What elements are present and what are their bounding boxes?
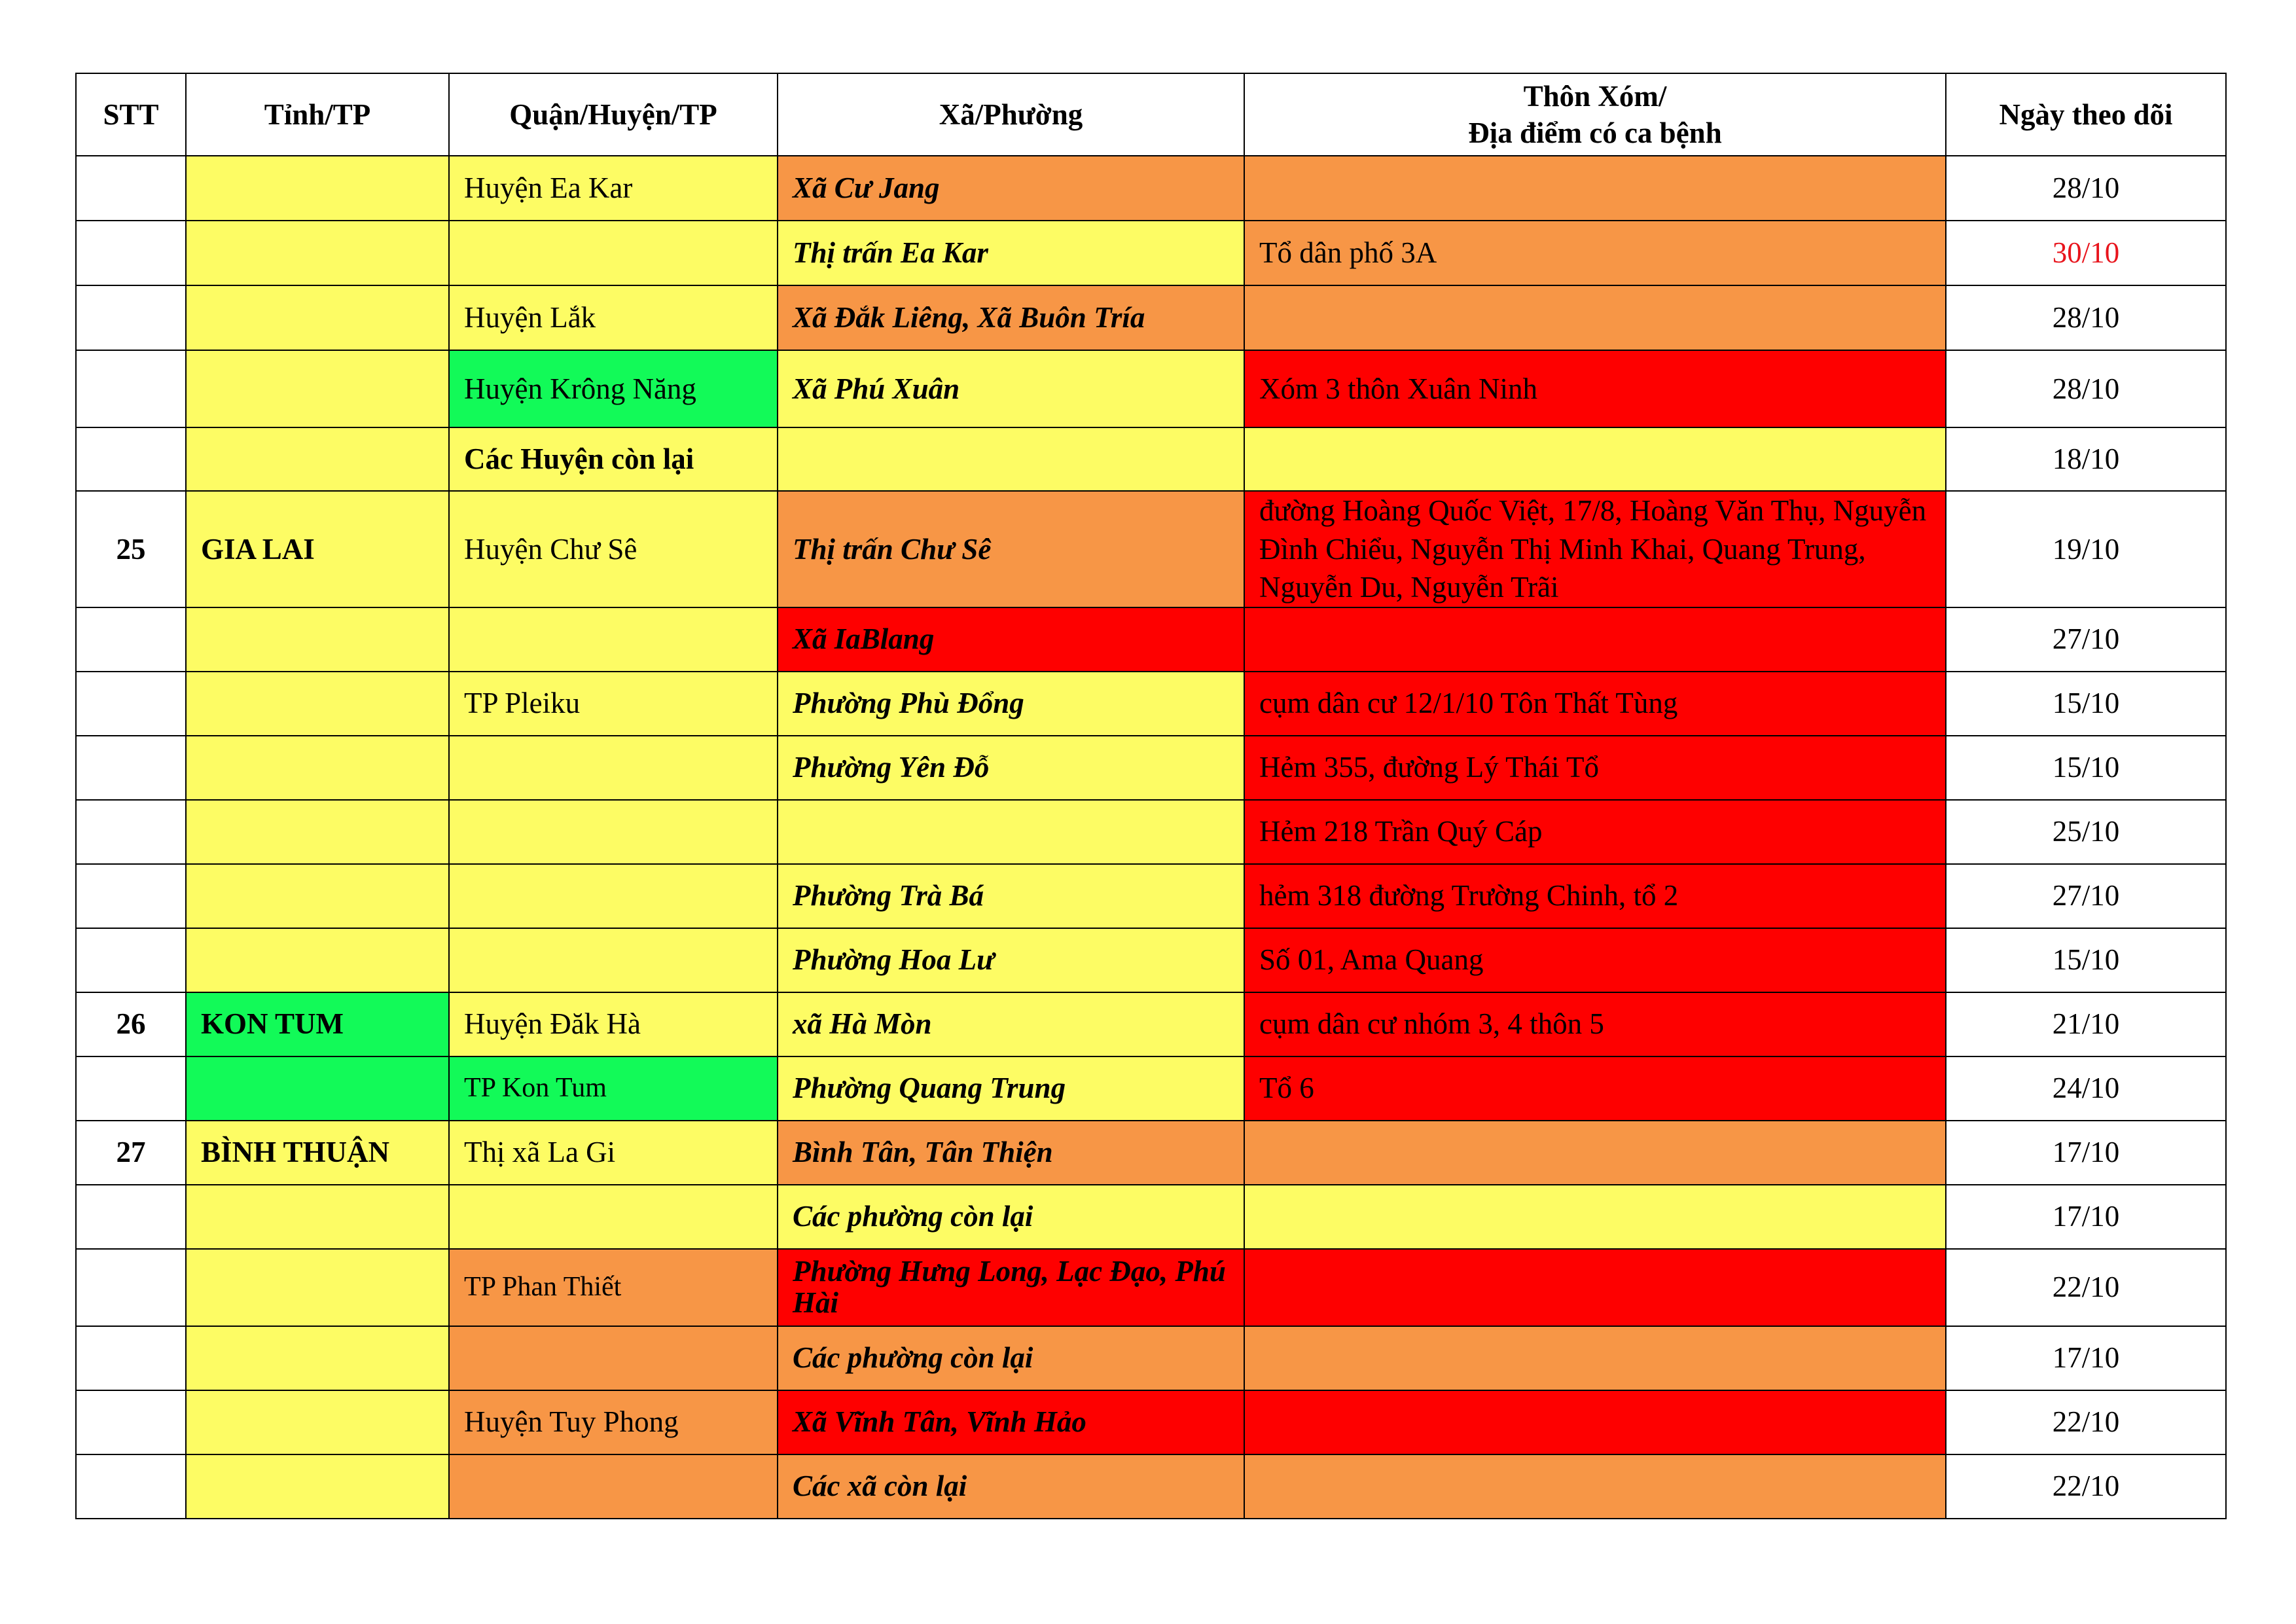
header-province: Tỉnh/TP — [186, 73, 449, 156]
cell-date: 22/10 — [1946, 1249, 2226, 1326]
cell-commune: xã Hà Mòn — [778, 992, 1244, 1056]
cell-stt — [76, 221, 186, 285]
cell-location — [1244, 285, 1946, 350]
cell-stt — [76, 1326, 186, 1390]
cell-stt — [76, 928, 186, 992]
cell-commune: Các phường còn lại — [778, 1326, 1244, 1390]
cell-province — [186, 928, 449, 992]
cell-location: Hẻm 355, đường Lý Thái Tổ — [1244, 736, 1946, 800]
header-location — [1244, 73, 1946, 156]
cell-province — [186, 427, 449, 491]
cell-location — [1244, 1454, 1946, 1519]
cell-commune: Thị trấn Chư Sê — [778, 491, 1244, 607]
cell-province — [186, 1326, 449, 1390]
cell-date: 19/10 — [1946, 491, 2226, 607]
cell-commune: Xã IaBlang — [778, 607, 1244, 672]
cell-location: Hẻm 218 Trần Quý Cáp — [1244, 800, 1946, 864]
cell-location — [1244, 156, 1946, 221]
cell-stt — [76, 350, 186, 427]
cell-commune: Xã Cư Jang — [778, 156, 1244, 221]
cell-date: 22/10 — [1946, 1454, 2226, 1519]
cell-stt: 25 — [76, 491, 186, 607]
cell-district: Huyện Lắk — [449, 285, 778, 350]
cell-district: Huyện Tuy Phong — [449, 1390, 778, 1454]
cell-date: 27/10 — [1946, 864, 2226, 928]
cell-commune: Các phường còn lại — [778, 1185, 1244, 1249]
cell-province — [186, 350, 449, 427]
cell-district: TP Phan Thiết — [449, 1249, 778, 1326]
outbreak-table — [75, 73, 2227, 1519]
cell-location — [1244, 607, 1946, 672]
cell-date: 24/10 — [1946, 1056, 2226, 1121]
table-row — [76, 928, 2226, 992]
cell-commune: Phường Trà Bá — [778, 864, 1244, 928]
table-row — [76, 864, 2226, 928]
cell-location: Số 01, Ama Quang — [1244, 928, 1946, 992]
cell-province — [186, 607, 449, 672]
cell-date: 28/10 — [1946, 156, 2226, 221]
cell-commune: Phường Quang Trung — [778, 1056, 1244, 1121]
cell-date: 28/10 — [1946, 285, 2226, 350]
table-row — [76, 156, 2226, 221]
table-row — [76, 285, 2226, 350]
table-row — [76, 992, 2226, 1056]
cell-district — [449, 736, 778, 800]
cell-stt — [76, 864, 186, 928]
cell-date: 25/10 — [1946, 800, 2226, 864]
table-row — [76, 800, 2226, 864]
cell-district — [449, 1185, 778, 1249]
cell-province — [186, 864, 449, 928]
cell-stt — [76, 736, 186, 800]
table-row — [76, 1390, 2226, 1454]
cell-commune: Phường Yên Đỗ — [778, 736, 1244, 800]
cell-stt — [76, 156, 186, 221]
cell-date: 22/10 — [1946, 1390, 2226, 1454]
cell-location — [1244, 1326, 1946, 1390]
cell-province: BÌNH THUẬN — [186, 1121, 449, 1185]
cell-location: cụm dân cư 12/1/10 Tôn Thất Tùng — [1244, 672, 1946, 736]
cell-province — [186, 1454, 449, 1519]
cell-commune: Xã Phú Xuân — [778, 350, 1244, 427]
cell-district — [449, 607, 778, 672]
header-district: Quận/Huyện/TP — [449, 73, 778, 156]
cell-province — [186, 156, 449, 221]
cell-province — [186, 736, 449, 800]
cell-date: 30/10 — [1946, 221, 2226, 285]
cell-location — [1244, 1185, 1946, 1249]
cell-stt — [76, 427, 186, 491]
table-row — [76, 221, 2226, 285]
cell-district: Các Huyện còn lại — [449, 427, 778, 491]
table-row — [76, 672, 2226, 736]
table-row — [76, 427, 2226, 491]
cell-province — [186, 285, 449, 350]
cell-commune: Xã Đắk Liêng, Xã Buôn Tría — [778, 285, 1244, 350]
cell-province: GIA LAI — [186, 491, 449, 607]
cell-province — [186, 1056, 449, 1121]
cell-district — [449, 1454, 778, 1519]
table-row — [76, 607, 2226, 672]
table-row — [76, 491, 2226, 607]
cell-district: Huyện Krông Năng — [449, 350, 778, 427]
cell-commune: Phường Hưng Long, Lạc Đạo, Phú Hài — [778, 1249, 1244, 1326]
cell-location: đường Hoàng Quốc Việt, 17/8, Hoàng Văn Thụ, Nguyễn Đình Chiểu, Nguyễn Thị Minh Khai, Quang Trung, Nguyễn Du, Nguyễn Trãi — [1244, 491, 1946, 607]
cell-location: Xóm 3 thôn Xuân Ninh — [1244, 350, 1946, 427]
table-row — [76, 1249, 2226, 1326]
table-row — [76, 1121, 2226, 1185]
cell-commune: Phường Phù Đổng — [778, 672, 1244, 736]
header-row — [76, 73, 2226, 156]
header-location-line1: Thôn Xóm/ — [1523, 79, 1667, 113]
table-row — [76, 350, 2226, 427]
cell-commune: Phường Hoa Lư — [778, 928, 1244, 992]
cell-province — [186, 800, 449, 864]
cell-commune: Thị trấn Ea Kar — [778, 221, 1244, 285]
cell-location: Tổ 6 — [1244, 1056, 1946, 1121]
table-row — [76, 736, 2226, 800]
cell-commune — [778, 427, 1244, 491]
cell-province — [186, 221, 449, 285]
cell-location: cụm dân cư nhóm 3, 4 thôn 5 — [1244, 992, 1946, 1056]
cell-district — [449, 1326, 778, 1390]
cell-location — [1244, 1390, 1946, 1454]
cell-province — [186, 1390, 449, 1454]
cell-stt — [76, 1249, 186, 1326]
header-stt: STT — [76, 73, 186, 156]
cell-stt — [76, 1056, 186, 1121]
cell-date: 28/10 — [1946, 350, 2226, 427]
cell-date: 18/10 — [1946, 427, 2226, 491]
cell-date: 27/10 — [1946, 607, 2226, 672]
cell-province — [186, 1249, 449, 1326]
cell-date: 15/10 — [1946, 736, 2226, 800]
cell-province: KON TUM — [186, 992, 449, 1056]
cell-stt: 26 — [76, 992, 186, 1056]
cell-stt — [76, 672, 186, 736]
cell-commune: Bình Tân, Tân Thiện — [778, 1121, 1244, 1185]
header-date: Ngày theo dõi — [1946, 73, 2226, 156]
cell-date: 17/10 — [1946, 1185, 2226, 1249]
cell-district — [449, 800, 778, 864]
cell-location: hẻm 318 đường Trường Chinh, tổ 2 — [1244, 864, 1946, 928]
cell-stt — [76, 1185, 186, 1249]
cell-commune: Xã Vĩnh Tân, Vĩnh Hảo — [778, 1390, 1244, 1454]
cell-location — [1244, 1121, 1946, 1185]
cell-commune: Các xã còn lại — [778, 1454, 1244, 1519]
cell-district — [449, 221, 778, 285]
cell-district: Huyện Đăk Hà — [449, 992, 778, 1056]
cell-stt — [76, 800, 186, 864]
table-row — [76, 1454, 2226, 1519]
cell-date: 15/10 — [1946, 928, 2226, 992]
cell-date: 17/10 — [1946, 1326, 2226, 1390]
cell-stt — [76, 1390, 186, 1454]
cell-stt — [76, 1454, 186, 1519]
cell-district: TP Pleiku — [449, 672, 778, 736]
cell-date: 15/10 — [1946, 672, 2226, 736]
cell-date: 21/10 — [1946, 992, 2226, 1056]
cell-commune — [778, 800, 1244, 864]
cell-date: 17/10 — [1946, 1121, 2226, 1185]
cell-location — [1244, 427, 1946, 491]
cell-stt — [76, 285, 186, 350]
table-row — [76, 1056, 2226, 1121]
table-row — [76, 1326, 2226, 1390]
cell-stt: 27 — [76, 1121, 186, 1185]
cell-district — [449, 928, 778, 992]
cell-location — [1244, 1249, 1946, 1326]
header-commune: Xã/Phường — [778, 73, 1244, 156]
cell-location: Tổ dân phố 3A — [1244, 221, 1946, 285]
header-location-line2: Địa điểm có ca bệnh — [1468, 117, 1722, 149]
cell-district: Thị xã La Gi — [449, 1121, 778, 1185]
cell-province — [186, 1185, 449, 1249]
cell-province — [186, 672, 449, 736]
cell-stt — [76, 607, 186, 672]
table-row — [76, 1185, 2226, 1249]
cell-district — [449, 864, 778, 928]
cell-district: TP Kon Tum — [449, 1056, 778, 1121]
cell-district: Huyện Chư Sê — [449, 491, 778, 607]
cell-district: Huyện Ea Kar — [449, 156, 778, 221]
